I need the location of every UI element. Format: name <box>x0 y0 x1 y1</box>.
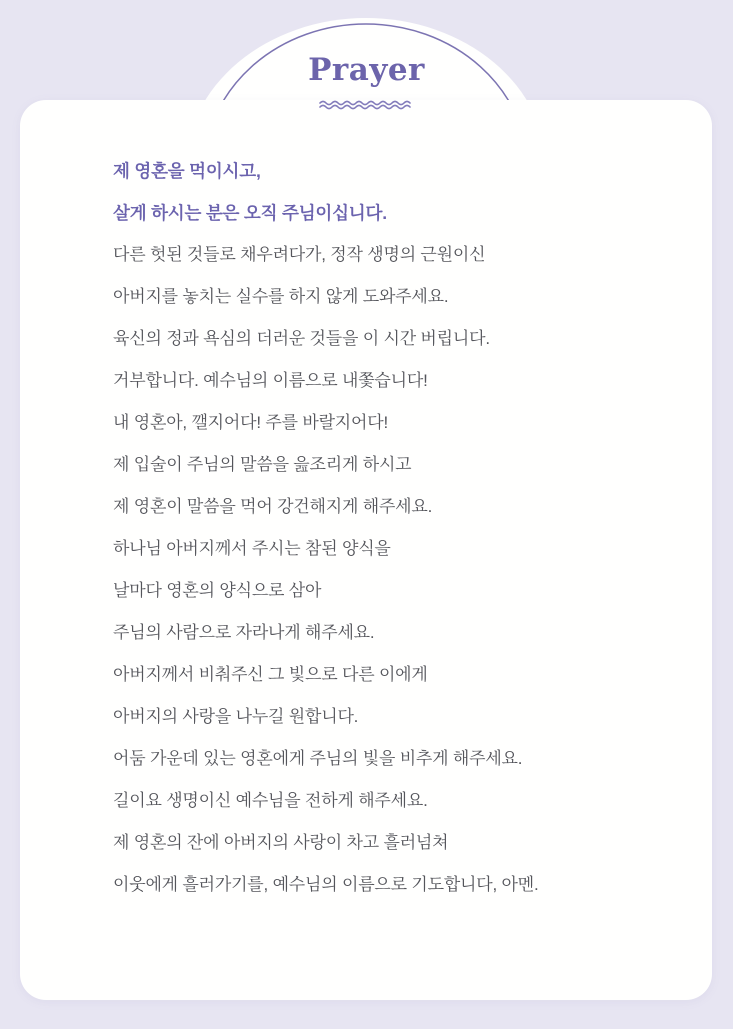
prayer-line: 어둠 가운데 있는 영혼에게 주님의 빛을 비추게 해주세요. <box>113 749 523 768</box>
prayer-line: 아버지를 놓치는 실수를 하지 않게 도와주세요. <box>113 287 449 306</box>
double-wave-icon <box>318 99 415 113</box>
prayer-body <box>113 150 673 906</box>
prayer-line-emphasis: 제 영혼을 먹이시고, <box>113 161 261 181</box>
prayer-line: 내 영혼아, 깰지어다! 주를 바랄지어다! <box>113 413 388 432</box>
prayer-line: 제 영혼의 잔에 아버지의 사랑이 차고 흘러넘쳐 <box>113 833 449 852</box>
prayer-line: 제 영혼이 말씀을 먹어 강건해지게 해주세요. <box>113 497 433 516</box>
prayer-line: 거부합니다. 예수님의 이름으로 내쫓습니다! <box>113 371 428 390</box>
prayer-line: 육신의 정과 욕심의 더러운 것들을 이 시간 버립니다. <box>113 329 490 348</box>
prayer-line: 이웃에게 흘러가기를, 예수님의 이름으로 기도합니다, 아멘. <box>113 875 539 894</box>
prayer-line: 날마다 영혼의 양식으로 삼아 <box>113 581 322 600</box>
prayer-line: 하나님 아버지께서 주시는 참된 양식을 <box>113 539 391 558</box>
page-title: Prayer <box>308 52 425 88</box>
prayer-line-emphasis: 살게 하시는 분은 오직 주님이십니다. <box>113 203 387 223</box>
prayer-line: 주님의 사람으로 자라나게 해주세요. <box>113 623 375 642</box>
prayer-line: 길이요 생명이신 예수님을 전하게 해주세요. <box>113 791 428 810</box>
prayer-line: 아버지의 사랑을 나누길 원합니다. <box>113 707 359 726</box>
prayer-line: 제 입술이 주님의 말씀을 읊조리게 하시고 <box>113 455 412 474</box>
prayer-line: 아버지께서 비춰주신 그 빛으로 다른 이에게 <box>113 665 428 684</box>
prayer-line: 다른 헛된 것들로 채우려다가, 정작 생명의 근원이신 <box>113 245 486 264</box>
